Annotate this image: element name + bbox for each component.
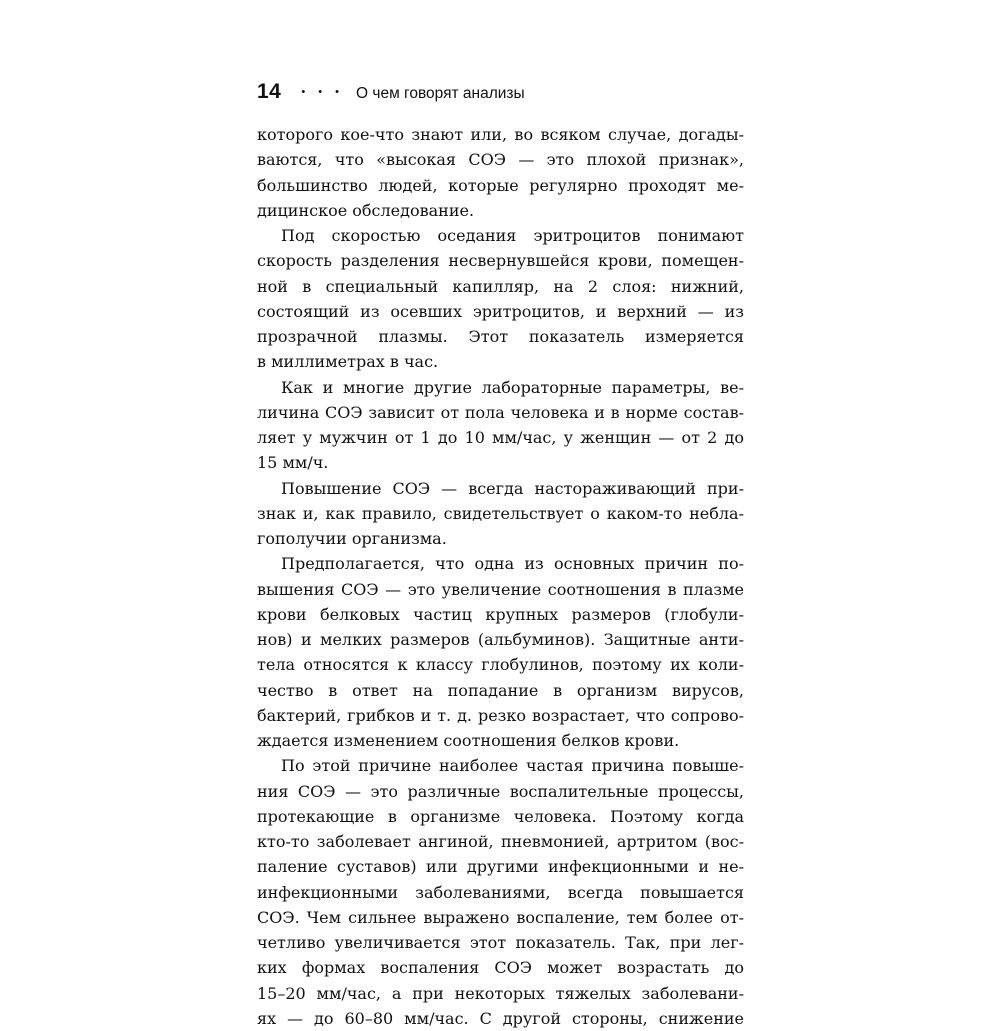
text-line: прозрачной плазмы. Этот показатель измеряется	[257, 327, 744, 346]
body-text	[257, 122, 744, 1031]
text-line: личина СОЭ зависит от пола человека и в норме состав-	[257, 402, 744, 422]
text-line: Под скоростью оседания эритроцитов понимают	[281, 226, 744, 245]
text-line: паление суставов) или другими инфекционными и не-	[257, 857, 744, 877]
text-line: бактерий, грибков и т. д. резко возрастает, что сопрово-	[257, 705, 744, 725]
text-line: чество в ответ на попадание в организм вирусов,	[257, 680, 744, 700]
paragraph	[257, 753, 744, 1031]
text-line: ваются, что «высокая СОЭ — это плохой признак»,	[257, 150, 744, 170]
paragraph	[257, 223, 744, 375]
text-line: СОЭ. Чем сильнее выражено воспаление, тем более от-	[257, 907, 744, 927]
text-line: Как и многие другие лабораторные параметры, ве-	[281, 377, 744, 397]
book-page	[257, 80, 744, 1031]
text-line: вышения СОЭ — это увеличение соотношения в плазме	[257, 579, 744, 599]
text-line: нов) и мелких размеров (альбуминов). Защитные анти-	[257, 630, 744, 649]
text-line: в миллиметрах в час.	[257, 352, 439, 372]
text-line: Повышение СОЭ — всегда настораживающий при-	[281, 478, 744, 498]
text-line: состоящий из осевших эритроцитов, и верхний — из	[257, 301, 744, 321]
paragraph	[257, 551, 744, 753]
paragraph	[257, 375, 744, 476]
text-line: тела относятся к классу глобулинов, поэтому их коли-	[257, 655, 744, 675]
text-line: 15–20 мм/час, а при некоторых тяжелых заболевани-	[257, 983, 744, 1003]
text-line: скорость разделения несвернувшейся крови, помещен-	[257, 251, 744, 271]
text-line: инфекционными заболеваниями, всегда повышается	[257, 882, 744, 902]
text-line: ях — до 60–80 мм/час. С другой стороны, снижение	[257, 1008, 744, 1028]
text-line: знак и, как правило, свидетельствует о каком-то небла-	[257, 503, 744, 523]
text-line: гополучии организма.	[257, 529, 447, 548]
text-line: дицинское обследование.	[257, 200, 475, 220]
text-line: кто-то заболевает ангиной, пневмонией, артритом (вос-	[257, 832, 744, 851]
text-line: 15 мм/ч.	[257, 453, 329, 473]
text-line: ляет у мужчин от 1 до 10 мм/час, у женщин — от 2 до	[257, 428, 744, 447]
text-line: крови белковых частиц крупных размеров (глобули-	[257, 604, 744, 624]
text-line: ждается изменением соотношения белков крови.	[257, 731, 680, 750]
text-line: большинство людей, которые регулярно проходят ме-	[257, 175, 744, 195]
running-title: О чем говорят анализы	[356, 85, 525, 102]
text-line: которого кое-что знают или, во всяком случае, догады-	[257, 125, 744, 144]
running-header	[257, 80, 744, 114]
page-number: 14	[257, 80, 282, 103]
text-line: ких формах воспаления СОЭ может возрастать до	[257, 958, 744, 978]
text-line: По этой причине наиболее частая причина повыше-	[281, 756, 744, 776]
text-line: ния СОЭ — это различные воспалительные процессы,	[257, 781, 744, 801]
text-line: ной в специальный капилляр, на 2 слоя: нижний,	[257, 276, 744, 296]
text-line: протекающие в организме человека. Поэтому когда	[257, 806, 744, 826]
text-line: четливо увеличивается этот показатель. Так, при лег-	[257, 933, 744, 952]
header-dots-ornament: • • •	[301, 86, 345, 98]
paragraph	[257, 122, 744, 223]
paragraph	[257, 476, 744, 552]
text-line: Предполагается, что одна из основных причин по-	[281, 554, 744, 574]
